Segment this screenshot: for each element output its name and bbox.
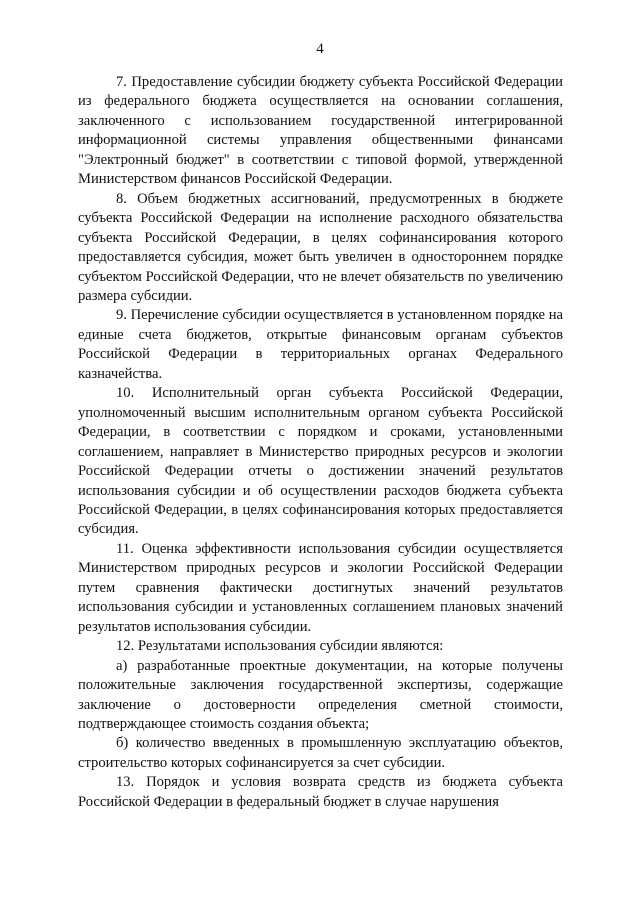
paragraph-11: 11. Оценка эффективности использования субсидии осуществляется Министерством природных ресурсов и экологии Российской Федерации путем сравнения фактически достигнутых значений результатов использования субсидии и установленных соглашением плановых значений результатов использования субсидии. — [78, 540, 563, 635]
document-body — [78, 73, 563, 812]
paragraph-8: 8. Объем бюджетных ассигнований, предусмотренных в бюджете субъекта Российской Федерации на исполнение расходного обязательства субъекта Российской Федерации, в целях софинансирования которого предоставляется субсидия, может быть увеличен в одностороннем порядке субъектом Российской Федерации, что не влечет обязательств по увеличению размера субсидии. — [78, 190, 563, 304]
paragraph-12: 12. Результатами использования субсидии являются: — [116, 638, 444, 655]
paragraph-10: 10. Исполнительный орган субъекта Российской Федерации, уполномоченный высшим исполнительным органом субъекта Российской Федерации, в соответствии с порядком и сроками, установленными соглашением, направляет в Министерство природных ресурсов и экологии Российской Федерации отчеты о достижении значений результатов использования субсидии и об осуществлении расходов бюджета субъекта Российской Федерации, в целях софинансирования которых предоставляется субсидия. — [78, 385, 563, 538]
page-number: 4 — [316, 41, 324, 57]
paragraph-13: 13. Порядок и условия возврата средств из бюджета субъекта Российской Федерации в федеральный бюджет в случае нарушения — [78, 774, 563, 810]
paragraph-9: 9. Перечисление субсидии осуществляется в установленном порядке на единые счета бюджетов, открытые финансовым органам субъектов Российской Федерации в территориальных органах Федерального казначейства. — [78, 307, 563, 382]
paragraph-12-b: б) количество введенных в промышленную эксплуатацию объектов, строительство которых софинансируется за счет субсидии. — [78, 735, 563, 771]
paragraph-12-a: а) разработанные проектные документации, на которые получены положительные заключения государственной экспертизы, содержащие заключение о достоверности определения сметной стоимости, подтверждающее стоимость создания объекта; — [78, 657, 563, 732]
paragraph-7: 7. Предоставление субсидии бюджету субъекта Российской Федерации из федерального бюджета осуществляется на основании соглашения, заключенного с использованием государственной интегрированной информационной системы управления общественными финансами "Электронный бюджет" в соответствии с типовой формой, утвержденной Министерством финансов Российской Федерации. — [78, 74, 563, 188]
